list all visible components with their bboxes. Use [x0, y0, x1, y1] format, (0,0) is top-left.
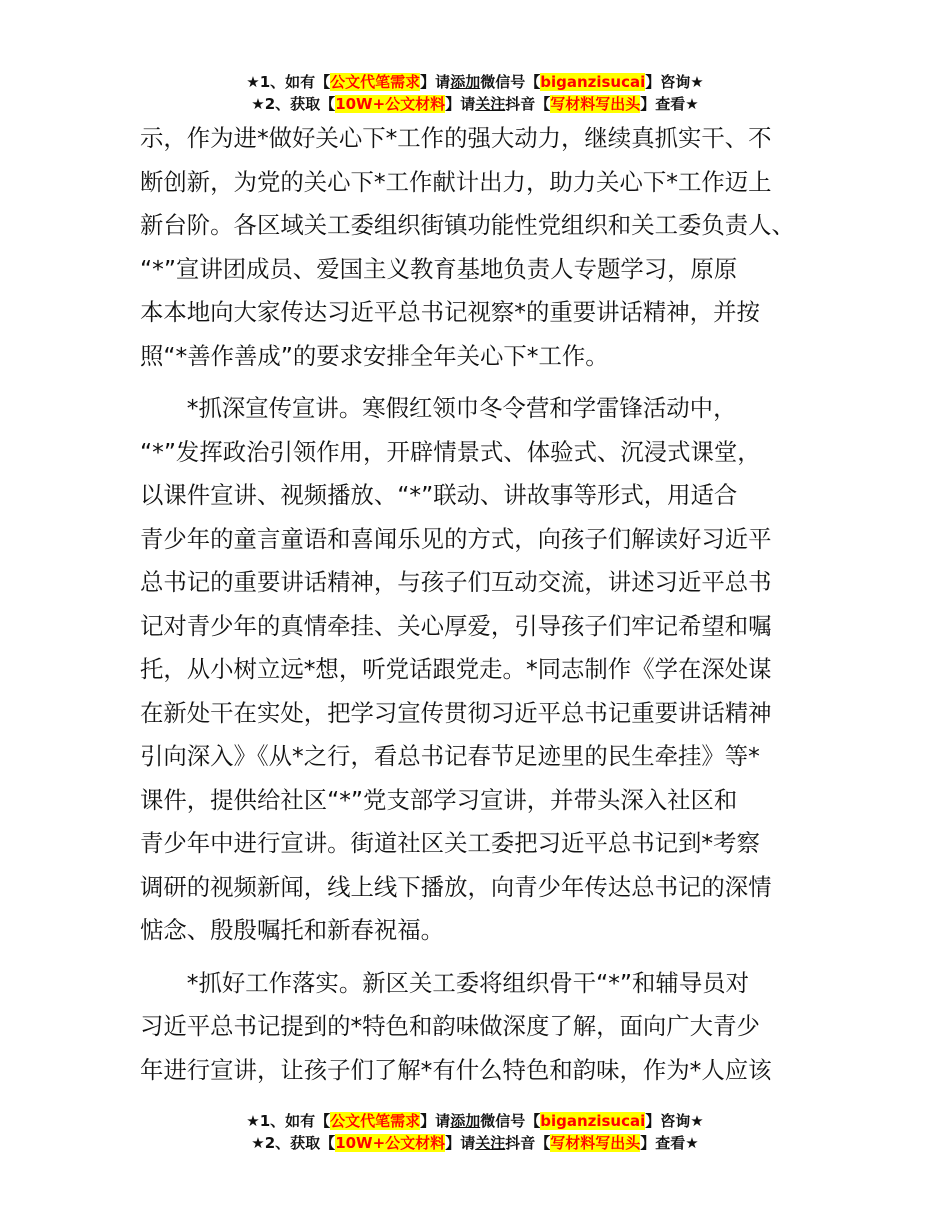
text-line: 记对青少年的真情牵挂、关心厚爱，引导孩子们牢记希望和嘱: [140, 611, 772, 640]
header-text: 】请: [420, 73, 451, 91]
paragraph-spacing: [140, 953, 830, 962]
underlined-text: 关注: [475, 95, 506, 113]
highlight-service: 公文代笔需求: [330, 1112, 421, 1130]
highlight-douyin-account: 写材料写出头: [550, 1134, 641, 1152]
footer-text: ★1、如有【: [246, 1112, 331, 1130]
text-line: “*”发挥政治引领作用，开辟情景式、体验式、沉浸式课堂，: [140, 437, 761, 466]
header-text: 】查看★: [640, 95, 699, 113]
footer-line-1: [0, 1110, 950, 1132]
footer-text: 抖音【: [505, 1134, 551, 1152]
text-line: 本本地向大家传达习近平总书记视察*的重要讲话精神，并按: [140, 298, 760, 326]
text-line: 断创新，为党的关心下*工作献计出力，助力关心下*工作迈上: [140, 167, 772, 196]
text-line: 示，作为进*做好关心下*工作的强大动力，继续真抓实干、不: [140, 124, 772, 152]
page-header-banner: [0, 71, 950, 115]
header-line-1: [0, 71, 950, 93]
document-body: [140, 117, 830, 1092]
underlined-text: 添加: [450, 1112, 481, 1130]
text-line: 调研的视频新闻，线上线下播放，向青少年传达总书记的深情: [140, 872, 772, 901]
text-line: 课件，提供给社区“*”党支部学习宣讲，并带头深入社区和: [140, 785, 738, 814]
header-text: ★1、如有【: [246, 73, 331, 91]
paragraph-2: [140, 387, 830, 953]
text-line: 习近平总书记提到的*特色和韵味做深度了解，面向广大青少: [140, 1012, 760, 1040]
highlight-wechat-id: biganzisucai: [540, 73, 646, 91]
text-line: 以课件宣讲、视频播放、“*”联动、讲故事等形式，用适合: [140, 481, 738, 509]
text-line: 总书记的重要讲话精神，与孩子们互动交流，讲述习近平总书: [140, 568, 772, 596]
text-line: 新台阶。各区域关工委组织街镇功能性党组织和关工委负责人、: [140, 211, 795, 239]
highlight-wechat-id: biganzisucai: [540, 1112, 646, 1130]
footer-text: 微信号【: [480, 1112, 541, 1130]
highlight-douyin-account: 写材料写出头: [550, 95, 641, 113]
footer-text: ★2、获取【: [251, 1134, 336, 1152]
header-text: 微信号【: [480, 73, 541, 91]
header-text: 抖音【: [505, 95, 551, 113]
text-line: *抓深宣传宣讲。寒假红领巾冬令营和学雷锋活动中，: [140, 394, 737, 422]
footer-text: 】请: [420, 1112, 451, 1130]
footer-text: 】查看★: [640, 1134, 699, 1152]
footer-line-2: [0, 1132, 950, 1154]
highlight-materials: 10W+公文材料: [335, 95, 446, 113]
header-line-2: [0, 93, 950, 115]
text-line: 在新处干在实处，把学习宣传贯彻习近平总书记重要讲话精神: [140, 698, 772, 727]
text-line: 托，从小树立远*想，听党话跟党走。*同志制作《学在深处谋: [140, 655, 772, 683]
text-line: “*”宣讲团成员、爱国主义教育基地负责人专题学习，原原: [140, 254, 738, 283]
paragraph-3: [140, 962, 830, 1093]
underlined-text: 关注: [475, 1134, 506, 1152]
highlight-service: 公文代笔需求: [330, 73, 421, 91]
underlined-text: 添加: [450, 73, 481, 91]
header-text: 】咨询★: [645, 73, 704, 91]
text-line: 年进行宣讲，让孩子们了解*有什么特色和韵味，作为*人应该: [140, 1055, 772, 1084]
paragraph-spacing: [140, 378, 830, 387]
footer-text: 】咨询★: [645, 1112, 704, 1130]
text-line: 引向深入》《从*之行，看总书记春节足迹里的民生牵挂》等*: [140, 742, 760, 770]
text-line: 惦念、殷殷嘱托和新春祝福。: [140, 916, 445, 944]
text-line: 青少年中进行宣讲。街道社区关工委把习近平总书记到*考察: [140, 829, 760, 857]
highlight-materials: 10W+公文材料: [335, 1134, 446, 1152]
paragraph-1: [140, 117, 830, 378]
header-text: 】请: [445, 95, 476, 113]
text-line: 照“*善作善成”的要求安排全年关心下*工作。: [140, 341, 609, 370]
text-line: *抓好工作落实。新区关工委将组织骨干“*”和辅导员对: [140, 968, 749, 997]
footer-text: 】请: [445, 1134, 476, 1152]
header-text: ★2、获取【: [251, 95, 336, 113]
page-footer-banner: [0, 1110, 950, 1154]
text-line: 青少年的童言童语和喜闻乐见的方式，向孩子们解读好习近平: [140, 524, 772, 553]
